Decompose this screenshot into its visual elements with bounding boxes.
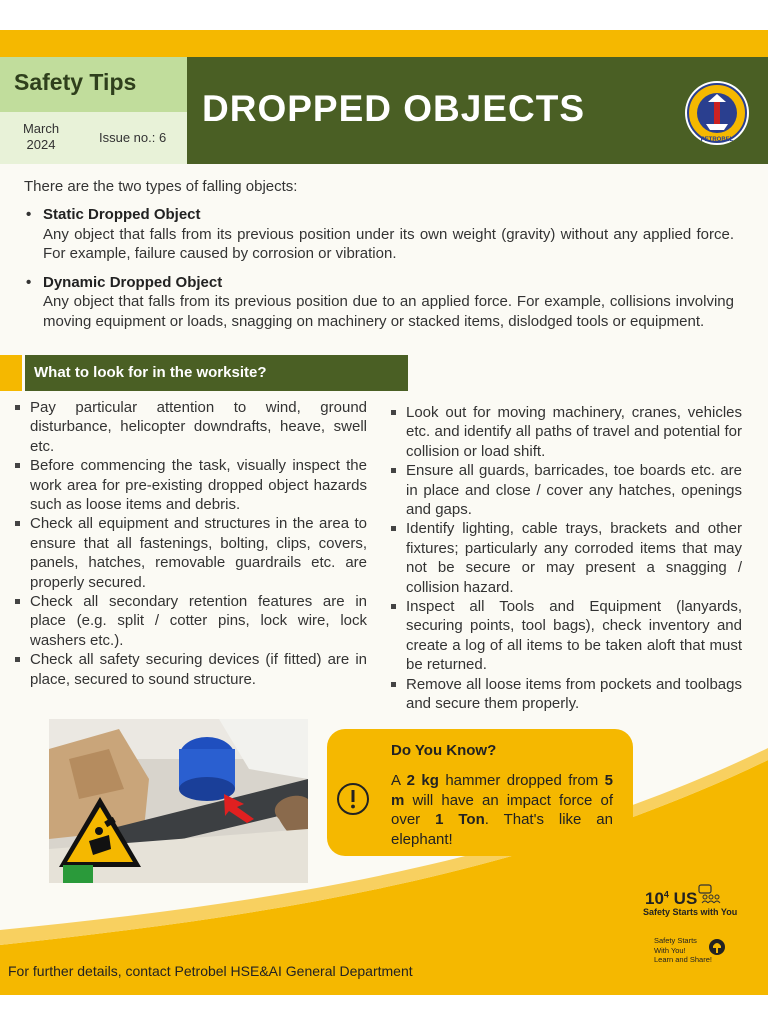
people-icon <box>697 884 723 904</box>
item-text: Pay particular attention to wind, ground disturbance, helicopter downdrafts, heave, swell etc. <box>30 399 367 455</box>
fact-title: Do You Know? <box>391 742 497 759</box>
square-bullet-icon <box>15 599 20 604</box>
logo-text: PETROBEL <box>700 137 734 143</box>
square-bullet-icon <box>15 521 20 526</box>
type-heading: Static Dropped Object <box>43 206 201 223</box>
issue-number: Issue no.: 6 <box>99 130 167 145</box>
type-description: Any object that falls from its previous position under its own weight (gravity) without any applied force. For example, failure caused by corrosion or vibration. <box>43 225 734 262</box>
type-heading: Dynamic Dropped Object <box>43 273 223 291</box>
list-item <box>12 650 367 689</box>
item-text: Check all safety securing devices (if fitted) are in place, secured to sound structure. <box>30 651 367 688</box>
item-text: Identify lighting, cable trays, brackets and other fixtures; particularly any corroded items that may not be secure or may present a snagging / collision hazard. <box>406 520 742 596</box>
section-accent <box>0 355 22 391</box>
exclamation-icon <box>336 782 370 816</box>
company-logo <box>684 80 750 146</box>
item-text: Ensure all guards, barricades, toe boards etc. are in place and close / cover any hatches, openings and gaps. <box>406 462 742 519</box>
header-accent-band <box>0 30 768 57</box>
square-bullet-icon <box>391 468 396 473</box>
page-title: DROPPED OBJECTS <box>202 88 586 129</box>
helmet-icon <box>708 938 726 956</box>
footer-contact: For further details, contact Petrobel HSE&AI General Department <box>8 963 413 979</box>
fact-force: 1 Ton <box>435 811 485 828</box>
hazard-photo <box>49 719 308 883</box>
fact-height: 5 m <box>391 772 613 809</box>
square-bullet-icon <box>391 410 396 415</box>
list-item <box>388 461 742 519</box>
list-item <box>388 675 742 714</box>
object-types-list <box>24 205 734 340</box>
list-item <box>388 597 742 675</box>
item-text: Remove all loose items from pockets and toolbags and secure them properly. <box>406 675 742 713</box>
square-bullet-icon <box>391 682 396 687</box>
fact-weight: 2 kg <box>406 772 439 789</box>
list-item <box>24 205 734 264</box>
list-item <box>12 592 367 650</box>
list-item <box>388 403 742 461</box>
square-bullet-icon <box>15 657 20 662</box>
secondary-badge: Safety Starts With You! Learn and Share! <box>654 936 712 964</box>
bullet-icon: • <box>26 273 32 291</box>
item-text: Look out for moving machinery, cranes, vehicles etc. and identify all paths of travel and potential for collision or load shift. <box>406 404 742 460</box>
checklist-right <box>388 403 742 714</box>
list-item <box>12 398 367 456</box>
square-bullet-icon <box>391 526 396 531</box>
list-item <box>388 519 742 597</box>
list-item <box>12 456 367 514</box>
campaign-tagline: Safety Starts with You <box>643 907 738 917</box>
item-text: Inspect all Tools and Equipment (lanyards, securing points, tool bags), check inventory and create a log of all items to be taken aloft that must be returned. <box>406 598 742 674</box>
square-bullet-icon <box>391 604 396 609</box>
item-text: Check all equipment and structures in the area to ensure that all fastenings, bolting, clips, covers, panels, hatches, removable guardrails etc. are properly secured. <box>30 515 367 591</box>
campaign-logo: $10^4$ US <box>645 889 698 908</box>
checklist-left <box>12 398 367 689</box>
item-text: Before commencing the task, visually inspect the work area for pre-existing dropped object hazards such as loose items and debris. <box>30 457 367 514</box>
intro-text: There are the two types of falling objects: <box>24 178 298 195</box>
series-label: Safety Tips <box>14 69 137 95</box>
square-bullet-icon <box>15 405 20 410</box>
type-description: Any object that falls from its previous position due to an applied force. For example, collisions involving moving equipment or loads, snagging on machinery or stacked items, dislodged tools or equipment. <box>43 293 734 330</box>
list-item <box>24 273 734 332</box>
square-bullet-icon <box>15 463 20 468</box>
item-text: Check all secondary retention features are in place (e.g. split / cotter pins, lock wire, lock washers etc.). <box>30 593 367 649</box>
section-title: What to look for in the worksite? <box>34 364 267 381</box>
issue-date: March 2024 <box>22 121 60 152</box>
bullet-icon: • <box>26 206 32 223</box>
top-margin <box>0 0 768 30</box>
list-item <box>12 514 367 592</box>
fact-text: A 2 kg hammer dropped from 5 m will have an impact force of over 1 Ton. That's like an elephant! <box>391 772 613 848</box>
